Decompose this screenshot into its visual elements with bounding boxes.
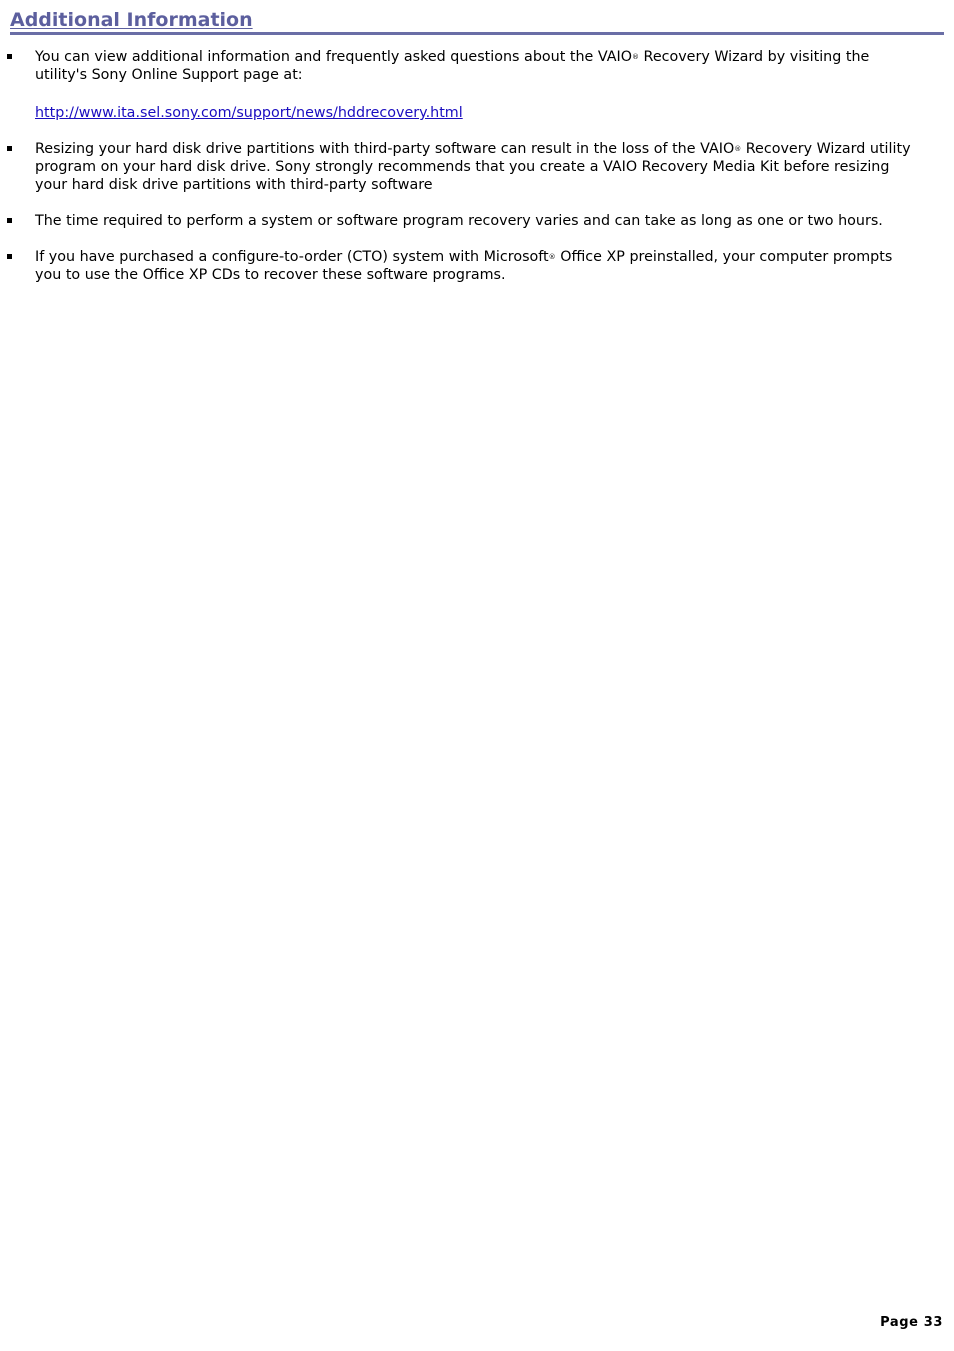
- list-item: [0, 212, 920, 230]
- registered-mark: ®: [631, 53, 639, 61]
- registered-mark: ®: [548, 253, 556, 261]
- registered-mark: ®: [734, 145, 742, 153]
- list-item: [0, 140, 920, 194]
- bullet-list: [0, 48, 954, 302]
- section-header: [10, 8, 944, 35]
- square-bullet-icon: [7, 218, 12, 223]
- item-text: You can view additional information and frequently asked questions about the VAIO® Recovery Wizard by visiting the utility's Sony Online Support page at:: [35, 49, 870, 83]
- support-page-link[interactable]: http://www.ita.sel.sony.com/support/news/hddrecovery.html: [35, 105, 463, 121]
- item-text: The time required to perform a system or software program recovery varies and can take as long as one or two hours.: [35, 213, 883, 229]
- link-container: [35, 104, 920, 122]
- page-title: Additional Information: [10, 9, 253, 31]
- page-number: Page 33: [880, 1315, 943, 1330]
- item-text: If you have purchased a configure-to-order (CTO) system with Microsoft® Office XP preinstalled, your computer prompts you to use the Office XP CDs to recover these software programs.: [35, 249, 893, 283]
- item-text: Resizing your hard disk drive partitions with third-party software can result in the loss of the VAIO® Recovery Wizard utility program on your hard disk drive. Sony strongly recommends that you create a VAIO Recovery Media Kit before resizing your hard disk drive partitions with third-party software: [35, 141, 911, 193]
- square-bullet-icon: [7, 146, 12, 151]
- square-bullet-icon: [7, 254, 12, 259]
- list-item: [0, 48, 920, 122]
- square-bullet-icon: [7, 54, 12, 59]
- list-item: [0, 248, 920, 284]
